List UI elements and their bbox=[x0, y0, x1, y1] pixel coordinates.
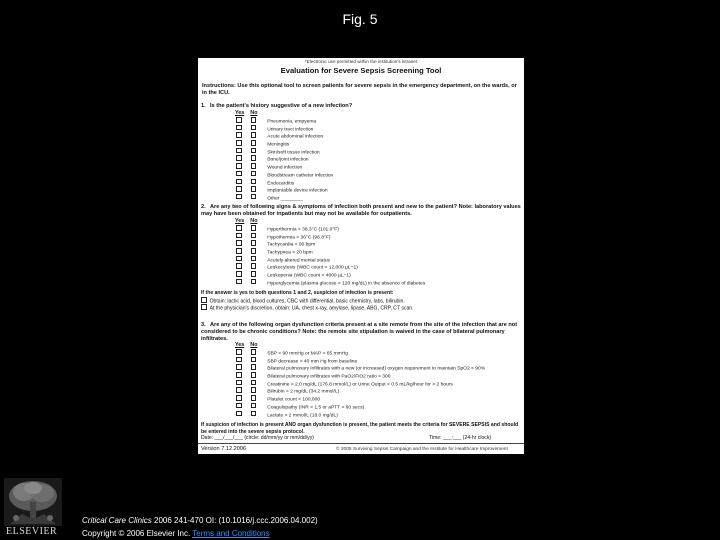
checklist-item bbox=[236, 171, 520, 179]
yes-checkbox[interactable] bbox=[236, 380, 242, 386]
yes-checkbox[interactable] bbox=[236, 372, 242, 378]
checklist-item-label: Hypothermia < 36°C (96.8°F) bbox=[267, 234, 331, 240]
no-checkbox[interactable] bbox=[251, 179, 257, 185]
no-checkbox[interactable] bbox=[251, 411, 257, 417]
checklist-item-label: Platelet count < 100,000 bbox=[267, 397, 321, 403]
checklist-item bbox=[236, 132, 520, 140]
checklist-item-label: Tachypnea > 20 bpm bbox=[267, 250, 313, 256]
copyright-text: Copyright © 2006 Elsevier Inc. bbox=[82, 529, 191, 538]
no-checkbox[interactable] bbox=[251, 225, 257, 231]
checkbox[interactable] bbox=[201, 297, 207, 303]
checklist-item-label: Bilateral pulmonary infiltrates with PaO2/FiO2 ratio < 300 bbox=[267, 374, 391, 380]
yes-checkbox[interactable] bbox=[236, 194, 242, 200]
question-2-text: Are any two of following signs & symptoms of infection both present and new to the patient? Note: laboratory values may have been obtained for inpatients but may not be available for outpatients. bbox=[201, 204, 521, 217]
terms-link[interactable]: Terms and Conditions bbox=[192, 529, 270, 538]
question-2-number: 2. bbox=[201, 204, 206, 210]
checklist-item-label: SBP < 90 mmHg or MAP < 65 mmHg bbox=[267, 351, 349, 357]
citation-line-1 bbox=[82, 514, 318, 527]
version-label: Version 7.12.2006 bbox=[201, 446, 247, 452]
suspicion-line-1-text: Obtain: lactic acid, blood cultures, CBC with differential, basic chemistry, labs, bilirubin. bbox=[209, 298, 405, 305]
no-checkbox[interactable] bbox=[251, 357, 257, 363]
figure-title: Fig. 5 bbox=[342, 11, 378, 27]
screening-tool-document bbox=[198, 58, 524, 454]
yes-checkbox[interactable] bbox=[236, 117, 242, 123]
document-footer bbox=[198, 443, 524, 454]
no-checkbox[interactable] bbox=[251, 140, 257, 146]
checklist-item bbox=[236, 357, 520, 365]
date-field[interactable]: Date: ___/___/___ (circle: dd/mm/yy or mm/dd/yy) bbox=[201, 435, 314, 441]
checklist-item-label: Implantable device infection bbox=[267, 188, 328, 194]
no-label: No bbox=[250, 342, 258, 348]
checklist-item bbox=[236, 179, 520, 187]
no-checkbox[interactable] bbox=[251, 171, 257, 177]
yes-label: Yes bbox=[235, 218, 245, 224]
no-checkbox[interactable] bbox=[251, 117, 257, 123]
checklist-item bbox=[236, 403, 520, 411]
yes-checkbox[interactable] bbox=[236, 349, 242, 355]
yes-checkbox[interactable] bbox=[236, 248, 242, 254]
checklist-item bbox=[236, 395, 520, 403]
checklist-item bbox=[236, 117, 520, 125]
checklist-item-label: Bilirubin > 2 mg/dL (34.2 mmol/L) bbox=[267, 389, 340, 395]
checklist-item bbox=[236, 140, 520, 148]
no-checkbox[interactable] bbox=[251, 279, 257, 285]
yes-label: Yes bbox=[235, 342, 245, 348]
yes-checkbox[interactable] bbox=[236, 271, 242, 277]
question-3-options bbox=[236, 349, 520, 418]
no-checkbox[interactable] bbox=[251, 163, 257, 169]
checklist-item bbox=[236, 148, 520, 156]
question-1-options bbox=[236, 117, 520, 202]
checklist-item-label: SBP decrease > 40 mm Hg from baseline bbox=[267, 358, 358, 364]
no-checkbox[interactable] bbox=[251, 155, 257, 161]
journal-name: Critical Care Clinics bbox=[82, 516, 152, 525]
yes-checkbox[interactable] bbox=[236, 279, 242, 285]
no-checkbox[interactable] bbox=[251, 148, 257, 154]
checklist-item-label: Tachycardia > 90 bpm bbox=[267, 242, 316, 248]
yes-checkbox[interactable] bbox=[236, 403, 242, 409]
checklist-item-label: Endocarditis bbox=[267, 180, 295, 186]
suspicion-line-2 bbox=[201, 304, 521, 312]
no-label: No bbox=[250, 218, 258, 224]
yes-checkbox[interactable] bbox=[236, 132, 242, 138]
checklist-item bbox=[236, 155, 520, 163]
tree-icon bbox=[4, 478, 62, 526]
checklist-item bbox=[236, 125, 520, 133]
no-checkbox[interactable] bbox=[251, 349, 257, 355]
instructions-text: Instructions: Use this optional tool to screen patients for severe sepsis in the emergency department, on the wards, or in the ICU. bbox=[202, 83, 517, 97]
no-checkbox[interactable] bbox=[251, 186, 257, 192]
checklist-item-label: Lactate > 2 mmol/L (18.0 mg/dL) bbox=[267, 412, 338, 418]
yes-checkbox[interactable] bbox=[236, 163, 242, 169]
checkbox[interactable] bbox=[201, 304, 207, 310]
no-checkbox[interactable] bbox=[251, 380, 257, 386]
no-checkbox[interactable] bbox=[251, 125, 257, 131]
yes-checkbox[interactable] bbox=[236, 263, 242, 269]
checklist-item bbox=[236, 163, 520, 171]
no-checkbox[interactable] bbox=[251, 263, 257, 269]
no-checkbox[interactable] bbox=[251, 271, 257, 277]
checklist-item bbox=[236, 233, 520, 241]
checklist-item bbox=[236, 387, 520, 395]
no-checkbox[interactable] bbox=[251, 395, 257, 401]
checklist-item-label: Creatinine > 2.0 mg/dL (176.8 mmol/L) or Urine Output < 0.5 mL/kg/hour for > 2 hours bbox=[267, 382, 453, 388]
checklist-item-label: Leukocytosis (WBC count > 12,000 µL−1) bbox=[267, 265, 358, 271]
no-checkbox[interactable] bbox=[251, 372, 257, 378]
yes-checkbox[interactable] bbox=[236, 256, 242, 262]
yes-checkbox[interactable] bbox=[236, 364, 242, 370]
date-time-line bbox=[201, 435, 521, 441]
checklist-item bbox=[236, 279, 520, 287]
checklist-item-label: Coagulopathy (INR > 1.5 or aPTT > 60 secs) bbox=[267, 405, 365, 411]
checklist-item bbox=[236, 349, 520, 357]
checklist-item bbox=[236, 372, 520, 380]
publisher-name: ELSEVIER bbox=[6, 526, 58, 537]
yes-no-header-3 bbox=[235, 342, 263, 348]
yes-checkbox[interactable] bbox=[236, 140, 242, 146]
checklist-item-label: Bone/joint infection bbox=[267, 157, 309, 163]
question-1 bbox=[201, 103, 521, 110]
no-checkbox[interactable] bbox=[251, 248, 257, 254]
suspicion-line-2-text: At the physician's discretion, obtain: UA, chest x-ray, amylase, lipase, ABG, CRP, CT scan. bbox=[209, 305, 414, 312]
question-2-options bbox=[236, 225, 520, 287]
checklist-item-label: Acute abdominal infection bbox=[267, 134, 324, 140]
yes-checkbox[interactable] bbox=[236, 387, 242, 393]
question-3-text: Are any of the following organ dysfunction criteria present at a site remote from the site of the infection that are not considered to be chronic conditions? Note: the remote site stipulation is waived in the case of bilateral pulmonary infiltrates. bbox=[201, 322, 518, 342]
checklist-item bbox=[236, 194, 520, 202]
yes-checkbox[interactable] bbox=[236, 148, 242, 154]
suspicion-lead: If the answer is yes to both questions 1 and 2, suspicion of infection is present: bbox=[201, 290, 394, 296]
checklist-item bbox=[236, 186, 520, 194]
question-3-number: 3. bbox=[201, 322, 206, 328]
citation-line-2 bbox=[82, 527, 318, 540]
no-checkbox[interactable] bbox=[251, 132, 257, 138]
citation-ref: 2006 241-470 OI: (10.1016/j.ccc.2006.04.002) bbox=[151, 516, 318, 525]
checklist-item-label: Leukopenia (WBC count < 4000 µL−1) bbox=[267, 273, 351, 279]
checklist-item-label: Pneumonia, empyema bbox=[267, 119, 317, 125]
yes-label: Yes bbox=[235, 110, 245, 116]
checklist-item bbox=[236, 248, 520, 256]
yes-checkbox[interactable] bbox=[236, 240, 242, 246]
yes-no-header-1 bbox=[235, 110, 263, 116]
tool-copyright: © 2005 Surviving Sepsis Campaign and the Institute for Healthcare Improvement bbox=[336, 447, 508, 452]
checklist-item-label: Bilateral pulmonary infiltrates with a new (or increased) oxygen requirement to maintain SpO2 > 90% bbox=[267, 366, 486, 372]
yes-checkbox[interactable] bbox=[236, 395, 242, 401]
no-checkbox[interactable] bbox=[251, 256, 257, 262]
no-checkbox[interactable] bbox=[251, 240, 257, 246]
yes-checkbox[interactable] bbox=[236, 233, 242, 239]
yes-checkbox[interactable] bbox=[236, 155, 242, 161]
checklist-item-label: Bloodstream catheter infection bbox=[267, 173, 334, 179]
checklist-item bbox=[236, 380, 520, 388]
checklist-item-label: Meningitis bbox=[267, 142, 290, 148]
checklist-item-label: Acutely altered mental status bbox=[267, 258, 330, 264]
citation-block bbox=[82, 514, 318, 540]
question-1-number: 1. bbox=[201, 103, 206, 109]
no-checkbox[interactable] bbox=[251, 194, 257, 200]
no-checkbox[interactable] bbox=[251, 233, 257, 239]
checklist-item-label: Wound infection bbox=[267, 165, 303, 171]
checklist-item-label: Skin/soft tissue infection bbox=[267, 150, 320, 156]
question-1-text: Is the patient's history suggestive of a new infection? bbox=[210, 103, 353, 109]
checklist-item bbox=[236, 225, 520, 233]
checklist-item bbox=[236, 411, 520, 419]
source-note: *Electronic use permitted within the institution's intranet bbox=[304, 59, 418, 64]
yes-checkbox[interactable] bbox=[236, 179, 242, 185]
checklist-item bbox=[236, 271, 520, 279]
checklist-item bbox=[236, 256, 520, 264]
question-2 bbox=[201, 204, 521, 218]
checklist-item-label: Other ________ bbox=[267, 196, 303, 202]
checklist-item-label: Hyperthermia > 38.3°C (101.0°F) bbox=[267, 227, 339, 233]
no-checkbox[interactable] bbox=[251, 403, 257, 409]
checklist-item-label: Urinary tract infection bbox=[267, 126, 314, 132]
document-title: Evaluation for Severe Sepsis Screening Tool bbox=[280, 66, 442, 75]
yes-no-header-2 bbox=[235, 218, 263, 224]
checklist-item bbox=[236, 263, 520, 271]
no-checkbox[interactable] bbox=[251, 364, 257, 370]
checklist-item bbox=[236, 240, 520, 248]
time-field[interactable]: Time: ___:___ (24-hr clock) bbox=[429, 435, 492, 441]
yes-checkbox[interactable] bbox=[236, 357, 242, 363]
checklist-item-label: Hyperglycemia (plasma glucose > 120 mg/dL) in the absence of diabetes bbox=[267, 281, 426, 287]
yes-checkbox[interactable] bbox=[236, 125, 242, 131]
no-checkbox[interactable] bbox=[251, 387, 257, 393]
yes-checkbox[interactable] bbox=[236, 411, 242, 417]
conclusion-text: If suspicion of infection is present AND organ dysfunction is present, the patient meets the criteria for SEVERE SEPSIS and should be entered into the severe sepsis protocol. bbox=[201, 422, 519, 435]
yes-checkbox[interactable] bbox=[236, 171, 242, 177]
yes-checkbox[interactable] bbox=[236, 225, 242, 231]
question-3 bbox=[201, 322, 521, 342]
no-label: No bbox=[250, 110, 258, 116]
yes-checkbox[interactable] bbox=[236, 186, 242, 192]
checklist-item bbox=[236, 364, 520, 372]
